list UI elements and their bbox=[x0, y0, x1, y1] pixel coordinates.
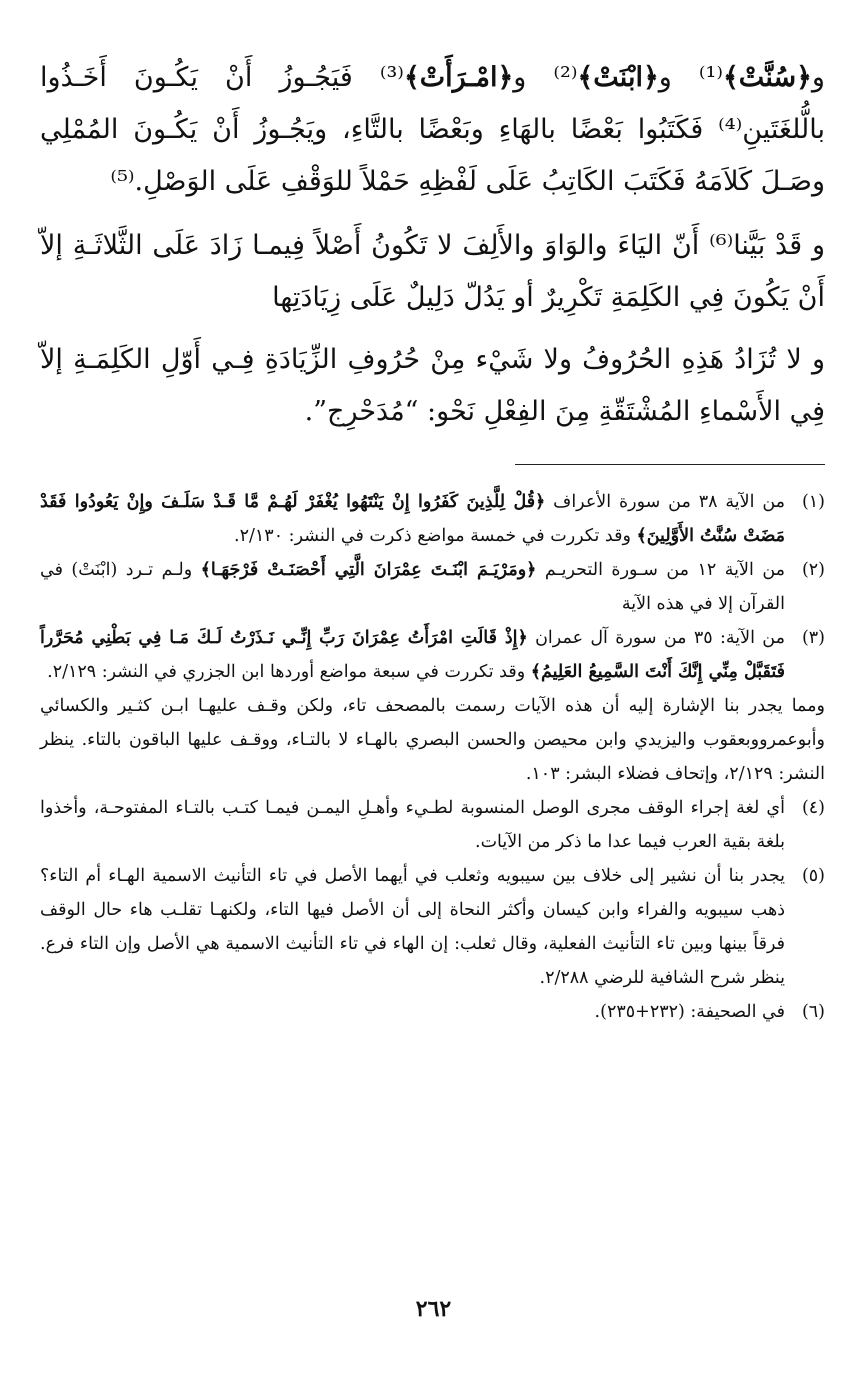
footnotes bbox=[40, 485, 825, 1029]
quran-quote: ﴿ومَرْيَـمَ ابْنَـتَ عِمْرَانَ الَّتِي أَحْصَنَـتْ فَرْجَهَـا﴾ bbox=[200, 560, 537, 580]
text-run: وقد تكررت في سبعة مواضع أوردها ابن الجزري في النشر: ٢/١٢٩. bbox=[47, 662, 531, 682]
paragraph-3 bbox=[40, 334, 825, 438]
quran-quote: ﴿قُلْ لِلَّذِينَ كَفَرُوا إِنْ يَنْتَهُوا يُغْفَرْ لَهُـمْ مَّا قَـدْ سَلَـفَ وإِنْ يَعُودُوا فَقَدْ مَضَتْ سُنَّتُ الأَوَّلِينَ﴾ bbox=[40, 492, 785, 546]
footnote-body: يجدر بنا أن نشير إلى خلاف بين سيبويه وثعلب في أيهما الأصل في تاء التأنيث الاسمية الهـاء أم التاء؟ ذهب سيبويه والفراء وابن كيسان وأكثر النحاة إلى أن الأصل فيها التاء، ولكنهـا تقلـب هاء حال الوقف فرقاً بينها وبين تاء التأنيث الفعلية، وقال ثعلب: إن الهاء في تاء التأنيث الاسمية هي الأصل وإن التاء فرع. ينظر شرح الشافية للرضي ٢/٢٨٨. bbox=[40, 866, 785, 988]
quran-quote: ﴿ابْنَتْ﴾ bbox=[577, 62, 659, 93]
paragraph-2 bbox=[40, 220, 825, 324]
text-run: ولـم تـرد (ابْنَتْ) في القرآن إلا في هذه الآية bbox=[40, 560, 785, 614]
footnote-6 bbox=[40, 995, 825, 1029]
page bbox=[40, 52, 825, 1346]
footnote-4 bbox=[40, 791, 825, 859]
footnote-body: في الصحيفة: (٢٣٢+٢٣٥). bbox=[594, 1002, 785, 1022]
text-run: وقد تكررت في خمسة مواضع ذكرت في النشر: ٢/١٣٠. bbox=[234, 526, 637, 546]
text-run: من الآية: ٣٥ من سورة آل عمران bbox=[527, 628, 785, 648]
footnote-5 bbox=[40, 859, 825, 995]
text-run: و bbox=[811, 62, 825, 93]
text-run: من الآية ٣٨ من سورة الأعراف bbox=[545, 492, 786, 512]
footnote-1 bbox=[40, 485, 825, 553]
text-run: ⁽³⁾ فَيَجُـوزُ أَنْ يَكُـونَ أَخَـذُوا بالُّلغَتَينِ⁽⁴⁾ فَكَتَبُوا بَعْضًا بالهَاءِ وبَعْضًا بالتَّاءِ، ويَجُـوزُ أَنْ يَكُـونَ المُمْلِي وصَـلَ كَلاَمَهُ فَكَتَبَ الكَاتِبُ عَلَى لَفْظِهِ حَمْلاً للوَقْفِ عَلَى الوَصْلِ.⁽⁵⁾ bbox=[40, 62, 825, 197]
text-run: من الآية ١٢ من سـورة التحريـم bbox=[536, 560, 786, 580]
text-run: ⁽²⁾ و bbox=[513, 62, 578, 93]
text-run: و قَدْ بَيَّنا⁽⁶⁾ أَنّ اليَاءَ والوَاوَ والأَلِفَ لا تَكُونُ أَصْلاً فِيمـا زَادَ عَلَى الثَّلاثَـةِ إلاّ أَنْ يَكُونَ فِي الكَلِمَةِ تَكْرِيرٌ أو يَدُلّ دَلِيلٌ عَلَى زِيَادَتِها bbox=[40, 230, 825, 313]
main-text bbox=[40, 52, 825, 438]
footnote-number: (١) bbox=[801, 492, 825, 512]
quran-quote: ﴿سُنَّتْ﴾ bbox=[722, 62, 812, 93]
quran-quote: ﴿امْـرَأَتْ﴾ bbox=[403, 62, 514, 93]
footnote-body: أي لغة إجراء الوقف مجرى الوصل المنسوبة لطـيء وأهـلِ اليمـن فيمـا كتـب بالتـاء المفتوحـة، وأخذوا بلغة بقية العرب فيما عدا ما ذكر من الآيات. bbox=[40, 798, 785, 852]
page-number: ٢٦٢ bbox=[415, 1296, 452, 1322]
footnote-3 bbox=[40, 621, 825, 689]
footnote-body bbox=[40, 621, 785, 689]
quran-quote: ﴿إِذْ قَالَتِ امْرَأَتُ عِمْرَانَ رَبِّ إِنِّـي نَـذَرْتُ لَـكَ مَـا فِي بَطْنِي مُحَرَّراً فَتَقَبَّلْ مِنِّي إِنَّكَ أَنْتَ السَّمِيعُ العَلِيمُ﴾ bbox=[40, 628, 785, 682]
text-run: ⁽¹⁾ و bbox=[658, 62, 723, 93]
text-run: و لا تُزَادُ هَذِهِ الحُرُوفُ ولا شَيْء مِنْ حُرُوفِ الزِّيَادَةِ فِـي أَوّلِ الكَلِمَـةِ إلاّ فِي الأَسْماءِ المُشْتَقّةِ مِنَ الفِعْلِ نَحْو: “مُدَحْرِج”. bbox=[40, 344, 825, 427]
footnote-number: (٢) bbox=[801, 560, 825, 580]
footnote-number: (٥) bbox=[801, 866, 825, 886]
footnote-body bbox=[40, 553, 785, 621]
footnote-number: (٤) bbox=[801, 798, 825, 818]
paragraph-1 bbox=[40, 52, 825, 208]
footnote-number: (٦) bbox=[801, 1002, 825, 1022]
footnote-3-continuation: ومما يجدر بنا الإشارة إليه أن هذه الآيات رسمت بالمصحف تاء، ولكن وقـف عليهـا ابـن كثـير والكسائي وأبوعمرووبعقوب واليزيدي وابن محيصن والحسن البصري بالهـاء لا بالتـاء، ووقـف عليها الباقون بالتاء. ينظر النشر: ٢/١٢٩، وإتحاف فضلاء البشر: ١٠٣. bbox=[40, 696, 825, 784]
footnote-body bbox=[40, 485, 785, 553]
footnote-separator bbox=[515, 464, 825, 465]
footnote-2 bbox=[40, 553, 825, 621]
footnote-number: (٣) bbox=[801, 628, 825, 648]
